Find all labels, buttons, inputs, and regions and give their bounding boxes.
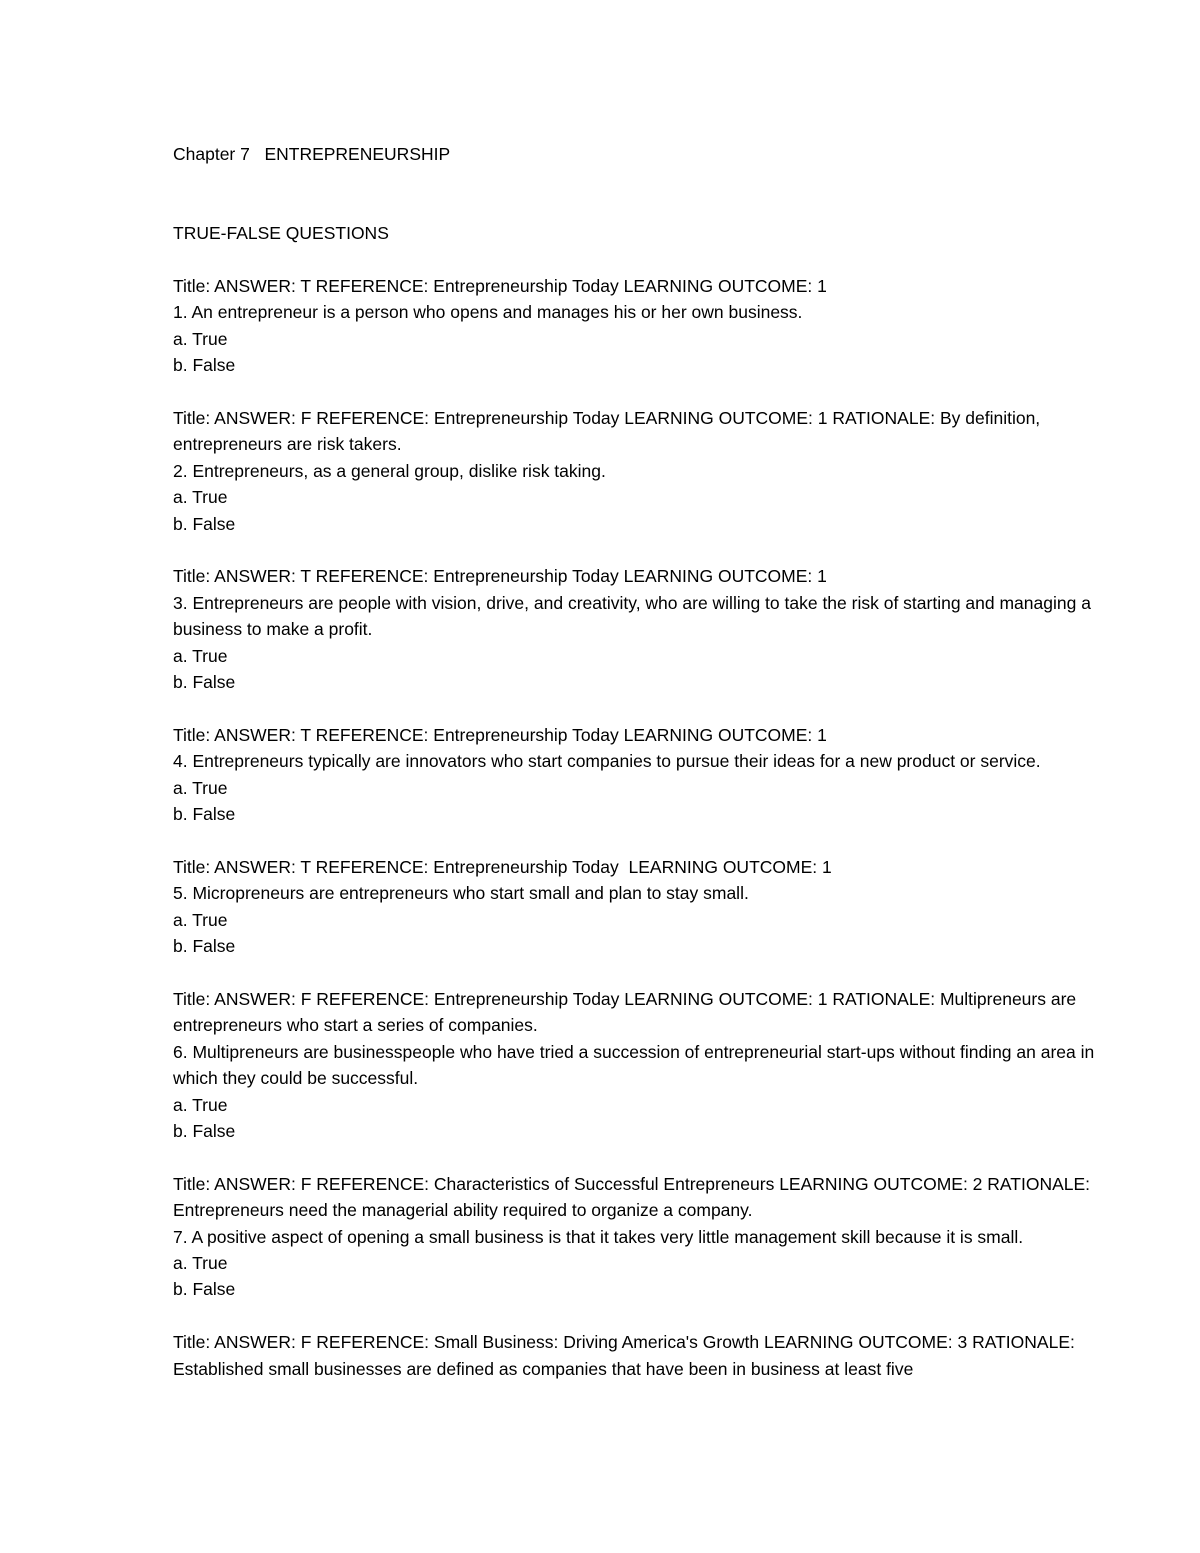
option-false: b. False xyxy=(173,513,236,534)
question-block-5 xyxy=(173,854,1133,960)
chapter-title: Chapter 7 ENTREPRENEURSHIP xyxy=(173,144,451,164)
question-block-8 xyxy=(173,1329,1133,1382)
option-false: b. False xyxy=(173,936,236,957)
option-true: a. True xyxy=(173,777,228,798)
question-text: 6. Multipreneurs are businesspeople who have tried a succession of entrepreneurial start-ups without finding an area in which they could be successful. xyxy=(173,1041,1100,1089)
question-block-1 xyxy=(173,273,1133,379)
question-meta: Title: ANSWER: T REFERENCE: Entrepreneurship Today LEARNING OUTCOME: 1 xyxy=(173,566,827,587)
question-text: 7. A positive aspect of opening a small business is that it takes very little management skill because it is small. xyxy=(173,1226,1024,1247)
option-true: a. True xyxy=(173,328,228,349)
option-false: b. False xyxy=(173,355,236,376)
document-page xyxy=(173,141,1133,1408)
question-block-4 xyxy=(173,722,1133,828)
section-heading: TRUE-FALSE QUESTIONS xyxy=(173,223,389,244)
question-meta: Title: ANSWER: T REFERENCE: Entrepreneurship Today LEARNING OUTCOME: 1 xyxy=(173,276,827,296)
question-block-3 xyxy=(173,563,1133,695)
question-block-6 xyxy=(173,986,1133,1144)
option-true: a. True xyxy=(173,1252,228,1273)
question-meta: Title: ANSWER: T REFERENCE: Entrepreneurship Today LEARNING OUTCOME: 1 xyxy=(173,856,832,877)
option-false: b. False xyxy=(173,1120,236,1141)
question-text: 4. Entrepreneurs typically are innovators who start companies to pursue their ideas for a new product or service. xyxy=(173,751,1041,772)
option-true: a. True xyxy=(173,487,228,508)
option-false: b. False xyxy=(173,804,236,825)
question-meta: Title: ANSWER: F REFERENCE: Entrepreneurship Today LEARNING OUTCOME: 1 RATIONALE: By definition, entrepreneurs are risk takers. xyxy=(173,408,1046,455)
option-true: a. True xyxy=(173,1094,228,1115)
question-text: 3. Entrepreneurs are people with vision, drive, and creativity, who are willing to take the risk of starting and managing a business to make a profit. xyxy=(173,592,1096,640)
question-meta: Title: ANSWER: F REFERENCE: Entrepreneurship Today LEARNING OUTCOME: 1 RATIONALE: Multipreneurs are entrepreneurs who start a series of companies. xyxy=(173,988,1082,1036)
question-meta: Title: ANSWER: T REFERENCE: Entrepreneurship Today LEARNING OUTCOME: 1 xyxy=(173,724,827,745)
question-text: 2. Entrepreneurs, as a general group, dislike risk taking. xyxy=(173,460,606,481)
question-meta: Title: ANSWER: F REFERENCE: Characteristics of Successful Entrepreneurs LEARNING OUTCOME: 2 RATIONALE: Entrepreneurs need the managerial ability required to organize a company. xyxy=(173,1173,1095,1221)
option-true: a. True xyxy=(173,909,228,930)
question-meta: Title: ANSWER: F REFERENCE: Small Business: Driving America's Growth LEARNING OUTCOME: 3 RATIONALE: Established small businesses are defined as companies that have been in business at least five xyxy=(173,1332,1080,1379)
option-true: a. True xyxy=(173,645,228,666)
option-false: b. False xyxy=(173,1279,236,1300)
question-block-2 xyxy=(173,405,1133,537)
question-block-7 xyxy=(173,1171,1133,1303)
option-false: b. False xyxy=(173,672,236,693)
question-text: 5. Micropreneurs are entrepreneurs who start small and plan to stay small. xyxy=(173,883,749,904)
question-text: 1. An entrepreneur is a person who opens and manages his or her own business. xyxy=(173,302,803,323)
